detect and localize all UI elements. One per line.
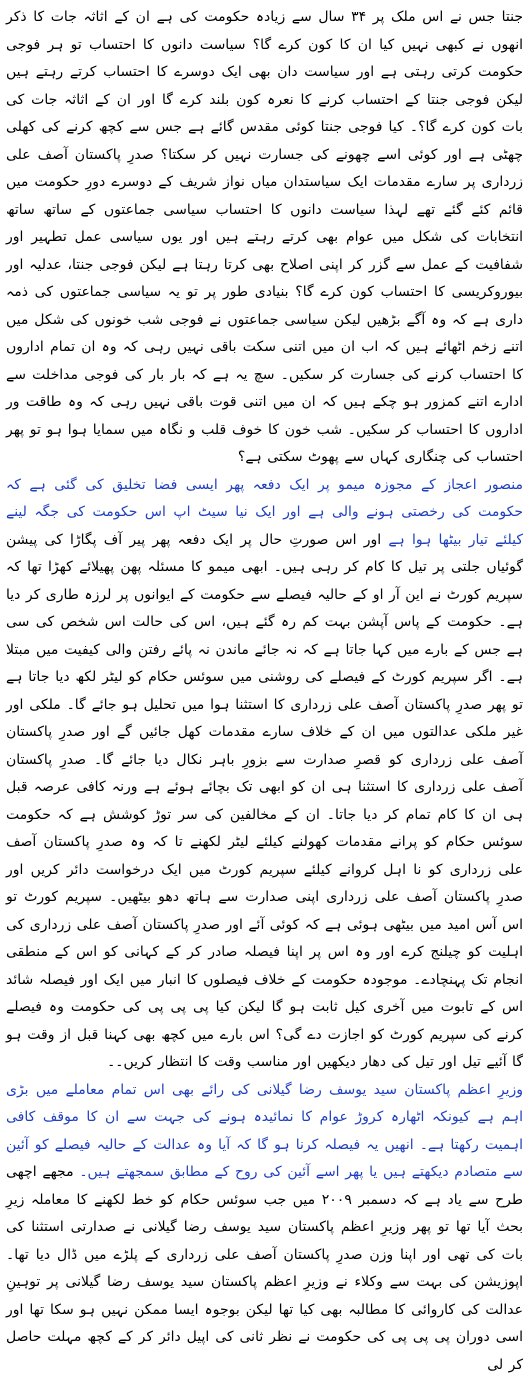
paragraph-text: جنتا جس نے اس ملک پر ۳۴ سال سے زیادہ حکومت کی ہے ان کے اثاثہ جات کا ذکر انھوں نے کبھی نہیں کیا ان کا کون کرے گا؟ سیاست دانوں کا احتساب تو ہر فوجی حکومت کرتی رہتی ہے اور سیاست دان بھی ایک دوسرے کا احتساب کرتے رہتے ہیں لیکن فوجی جنتا کے احتساب کرنے کا نعرہ کون بلند کرے گا اور ان کے اثاثہ جات کی بات کون کرے گا؟۔ کیا فوجی جنتا کوئی مقدس گائے ہے جس سے کچھ کرنے کی کھلی چھٹی ہے اور کوئی اسے چھونے کی جسارت نہیں کر سکتا؟ صدرِ پاکستان آصف علی زرداری پر سارے مقدمات ایک سیاستدان میاں نواز شریف کے دوسرے دورِ حکومت میں قائم کئے گئے تھے لہذا سیاست دانوں کا احتساب سیاسی جماعتوں کے ساتھ ساتھ انتخابات کی شکل میں عوام بھی کرتے رہتے ہیں اور یوں سیاسی عمل تطہیر اور شفافیت کے عمل سے گزر کر اپنی اصلاح بھی کرتا رہتا ہے لیکن فوجی جنتا، عدلیہ اور بیوروکریسی کا احتساب کون کرے گا؟ بنیادی طور پر تو یہ سیاسی جماعتوں کی ذمہ داری ہے کہ وہ آگے بڑھیں لیکن سیاسی جماعتوں نے فوجی شب خونوں کی شکل میں اتنے زخم اٹھائے ہیں کہ اب ان میں اتنی سکت باقی نہیں رہی کہ وہ ان تمام اداروں کا احتساب کرنے کی جسارت کر سکیں۔ سچ یہ ہے کہ بار بار کی فوجی مداخلت سے ادارے اتنے کمزور ہو چکے ہیں کہ ان میں اتنی قوت باقی نہیں رہی کہ وہ طاقت ور اداروں کا احتساب کر سکیں۔ شب خون کا خوف قلب و نگاہ میں سمایا ہوا ہو تو پھر احتساب کی چنگاری کہاں سے پھوٹ سکتی ہے؟ — [6, 9, 523, 465]
paragraph-memo-nro — [6, 472, 523, 1077]
highlighted-lead-text: وزیرِ اعظم پاکستان سید یوسف رضا گیلانی کی رائے بھی اس تمام معاملے میں بڑی اہم ہے کیونکہ اٹھارہ کروڑ عوام کا نمائیدہ ہونے کی جہت سے ان کا موقف کافی اہمیت رکھتا ہے۔ انھیں یہ فیصلہ کرنا ہو گا کہ آیا وہ عدالت کے حالیہ فیصلے کو آئین سے متصادم دیکھتے ہیں یا پھر اسے آئین کی روح کے مطابق سمجھتے ہیں۔ — [6, 1082, 523, 1181]
paragraph-prime-minister — [6, 1077, 523, 1379]
highlighted-lead-text: منصور اعجاز کے مجوزہ میمو پر ایک دفعہ پھر ایسی فضا تخلیق کی گئی ہے کہ حکومت کی رخصتی ہونے والی ہے اور ایک نیا سیٹ اپ اس حکومت کی جگہ لینے کیلئے تیار بیٹھا ہوا ہے — [6, 477, 523, 548]
paragraph-military-accountability — [6, 4, 523, 472]
paragraph-text: اور اس صورتِ حال پر ایک دفعہ پھر پیر آف پگاڑا کی پیشن گوئیاں جلتی پر تیل کا کام کر رہی ہیں۔ ابھی میمو کا مسئلہ پھن پھیلائے کھڑا تھا کہ سپریم کورٹ نے این آر او کے حالیہ فیصلے سے حکومت کے ایوانوں پر لرزہ طاری کر دیا ہے۔ حکومت کے پاس آپشن بہت کم رہ گئے ہیں، اس کی حالت اس شخص کی سی ہے جس کے بارے میں کہا جاتا ہے کہ نہ جائے ماندن نہ پائے رفتن والی کیفیت میں مبتلا ہے۔ اگر سپریم کورٹ کے فیصلے کی روشنی میں سوئس حکام کو لیٹر لکھ دیا جاتا ہے تو پھر صدرِ پاکستان آصف علی زرداری کا استثنا ہوا میں تحلیل ہو جائے گا۔ ملکی اور غیر ملکی عدالتوں میں ان کے خلاف سارے مقدمات کھل جائیں گے اور صدرِ پاکستان آصف علی زرداری کو قصرِ صدارت سے بزورِ باہر نکال دیا جائے گا۔ صدرِ پاکستان آصف علی زرداری کا استثنا ہی ان کو ابھی تک بچائے ہوئے ہے ورنہ کافی عرصہ قبل ہی ان کا کام تمام کر دیا جاتا۔ ان کے مخالفین کی سر توڑ کوشش ہے کہ حکومت سوئس حکام کو پرانے مقدمات کھولنے کیلئے لیٹر لکھنے تا کہ وہ صدرِ پاکستان آصف علی زرداری کو نا اہل کروانے کیلئے سپریم کورٹ میں ایک درخواست دائر کریں اور صدرِ پاکستان آصف علی زرداری اپنی صدارت سے ہاتھ دھو بیٹھیں۔ سپریم کورٹ تو اس آس امید میں بیٹھی ہوئی ہے کہ کوئی آئے اور صدرِ پاکستان آصف علی زرداری کی اہلیت کو چیلنج کرے اور وہ اس پر اپنا فیصلہ صادر کر کے کہانی کو اس کے منطقی انجام تک پہنچادے۔ موجودہ حکومت کے خلاف فیصلوں کا انبار میں ایک اور فیصلہ شائد اس کے تابوت میں آخری کیل ثابت ہو گا لیکن کیا پی پی پی کی حکومت وہ فیصلے کرنے کی سپریم کورٹ کو اجازت دے گی؟ اس بارے میں کچھ بھی کہنا قبل از وقت ہو گا آئیے تیل اور تیل کی دھار دیکھیں اور مناسب وقت کا انتظار کریں۔۔ — [6, 532, 523, 1071]
paragraph-text: مجھے اچھی طرح سے یاد ہے کہ دسمبر ۲۰۰۹ میں جب سوئس حکام کو خط لکھنے کا معاملہ زیرِ بحث آیا تھا تو پھر وزیرِ اعظم پاکستان سید یوسف رضا گیلانی نے صدارتی استثنا کی بات کی تھی اور اپنا وزن صدرِ پاکستان آصف علی زرداری کے پلڑے میں ڈال دیا تھا۔ اپوزیشن کی بہت سے وکلاء نے وزیرِ اعظم پاکستان سید یوسف رضا گیلانی پر توہینِ عدالت کی کاروائی کا مطالبہ بھی کیا تھا لیکن بوجوہ ایسا ممکن نہیں ہو سکا تھا اور اسی دوران پی پی پی کی حکومت نے نظر ثانی کی اپیل دائر کر کے کچھ مہلت حاصل کر لی — [6, 1164, 523, 1373]
